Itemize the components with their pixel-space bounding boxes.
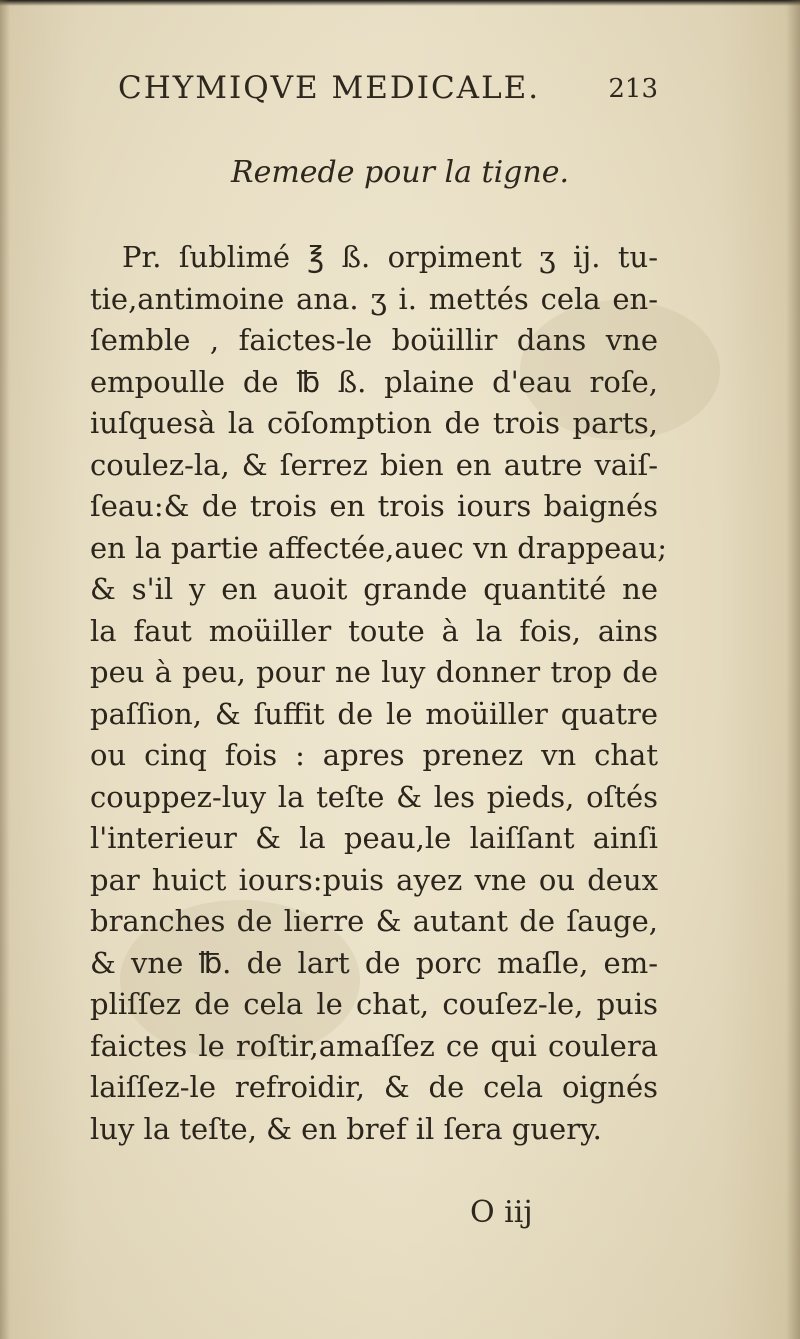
text-line: laiſſez-le refroidir, & de cela oignés [90,1070,658,1104]
page-top-edge [0,0,800,6]
text-line: l'interieur & la peau,le laiſſant ainſi [90,821,658,855]
page-right-edge [786,0,800,1339]
running-title: CHYMIQVE MEDICALE. [118,70,541,106]
text-line: & s'il y en auoit grande quantité ne [90,572,658,606]
text-line: coulez-la, & ſerrez bien en autre vaiſ- [90,447,658,482]
text-line: ſeau:& de trois en trois iours baignés [90,489,658,523]
text-line: faictes le roſtir,amaſſez ce qui coulera [90,1028,658,1063]
page-number: 213 [608,74,658,104]
text-line: pliſſez de cela le chat, couſez-le, puis [90,987,658,1021]
page-left-edge [0,0,10,1339]
signature-mark: O iij [470,1195,533,1230]
text-line: en la partie affectée,auec vn drappeau; [90,530,667,565]
text-line: ou cinq fois : apres prenez vn chat [90,738,658,772]
text-line: paſſion, & ſuffit de le moüiller quatre [90,696,658,731]
text-line: branches de lierre & autant de ſauge, [90,904,658,938]
text-line: empoulle de ℔ ß. plaine d'eau roſe, [90,364,658,399]
text-line: iuſquesà la cōſomption de trois parts, [90,406,658,440]
text-line: couppez-luy la teſte & les pieds, oſtés [90,779,658,814]
text-line: peu à peu, pour ne luy donner trop de [90,655,658,689]
page-header [118,70,658,120]
section-title: Remede pour la tigne. [231,155,569,190]
text-line: la faut moüiller toute à la fois, ains [90,613,658,648]
text-line: Pr. ſublimé ℥ ß. orpiment ʒ ij. tu- [122,240,658,274]
text-line: ſemble , faictes-le boüillir dans vne [90,323,658,357]
body-text [90,237,667,1150]
text-line: tie,antimoine ana. ʒ i. mettés cela en- [90,281,658,316]
text-line: luy la teſte, & en bref il ſera guery. [90,1111,602,1146]
text-line: par huict iours:puis ayez vne ou deux [90,862,658,897]
text-line: & vne ℔. de lart de porc maſle, em- [90,945,658,980]
